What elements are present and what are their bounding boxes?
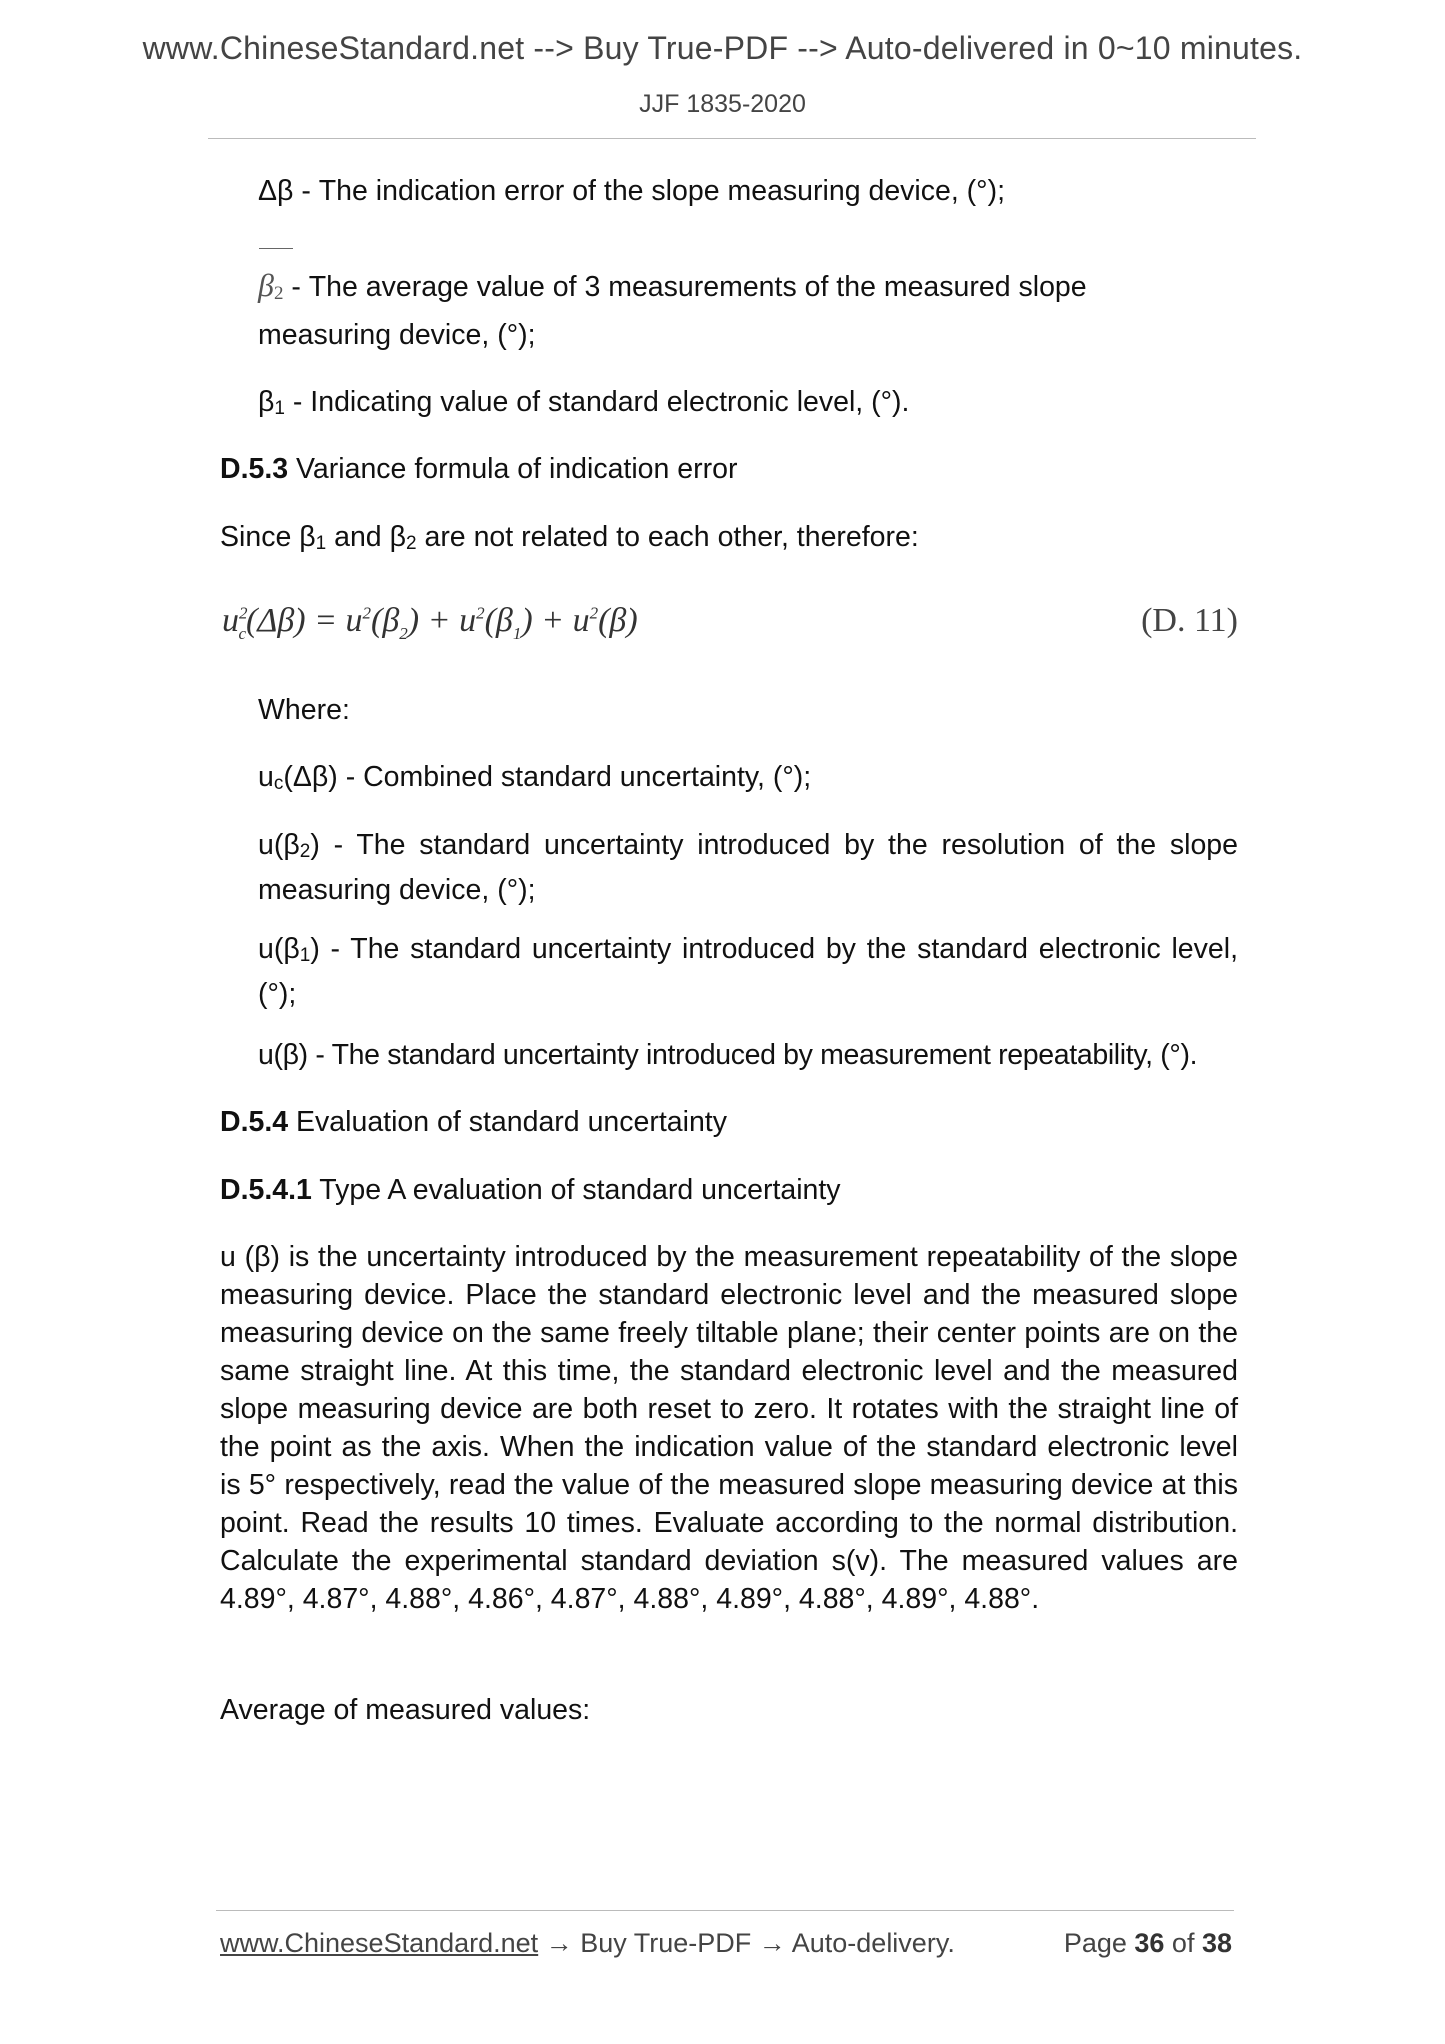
section-d53-title: Variance formula of indication error [288,453,738,485]
uc-subscript: c [273,773,284,794]
formula-equation-number: (D. 11) [1141,602,1238,639]
beta1-def-text: - Indicating value of standard electronic level, (°). [284,386,910,418]
type-a-paragraph: u (β) is the uncertainty introduced by the measurement repeatability of the slope measuring device. Place the standard electronic level and the measured slope measuring device on the same freely tiltable plane; their center points are on the same straight line. At this time, the standard electronic level and the measured slope measuring device are both reset to zero. It rotates with the straight line of the point as the axis. When the indication value of the standard electronic level is 5° respectively, read the value of the measured slope measuring device at this point. Read the results 10 times. Evaluate according to the normal distribution. Calculate the experimental standard deviation s(v). The measured values are 4.89°, 4.87°, 4.88°, 4.86°, 4.87°, 4.88°, 4.89°, 4.88°, 4.89°, 4.88°. [220,1241,1238,1615]
since-sub-1: 1 [315,533,327,554]
ubeta1-def-text: ) - The standard uncertainty introduced by the standard electronic level, (°); [258,933,1238,1010]
where-label: Where: [258,694,350,726]
page-total: 38 [1201,1928,1232,1958]
ubeta2-symbol: u(β [258,829,300,861]
delta-beta-definition: Δβ - The indication error of the slope measuring device, (°); [258,175,1005,207]
header-divider [208,138,1256,139]
footer [220,1928,1232,1959]
ubeta1-symbol: u(β [258,933,300,965]
document-id: JJF 1835-2020 [639,90,806,118]
section-d54-number: D.5.4 [220,1106,289,1138]
ubeta1-subscript: 1 [299,945,311,966]
ubeta1-definition [258,930,1238,1013]
beta1-symbol: β [258,386,275,418]
since-text-3: are not related to each other, therefore: [416,521,919,553]
page-indicator [1064,1928,1232,1959]
beta2-symbol: β [258,267,274,303]
page-label: Page [1063,1928,1135,1958]
beta2-def-line1: - The average value of 3 measurements of the measured slope [283,271,1087,303]
ubeta2-definition [258,826,1238,909]
beta1-definition [258,383,1238,428]
since-text-1: Since β [220,521,316,553]
since-sub-2: 2 [405,533,417,554]
beta2-overbar [259,248,293,249]
beta2-definition [258,266,1238,313]
section-d54-title: Evaluation of standard uncertainty [288,1106,727,1138]
footer-link[interactable]: www.ChineseStandard.net [220,1928,539,1958]
uc-symbol: u [258,761,274,793]
section-d53-number: D.5.3 [220,453,289,485]
ubeta-definition: u(β) - The standard uncertainty introduced by measurement repeatability, (°). [258,1039,1198,1071]
section-d54-heading [220,1103,1240,1141]
footer-divider [216,1910,1234,1911]
uc-def-text: (Δβ) - Combined standard uncertainty, (°); [283,761,812,793]
formula-expression: $u^2_c(\Delta\beta) = u^2(\beta_2) + u^2(\beta_1) + u^2(\beta)$ [222,602,638,643]
header-banner: www.ChineseStandard.net --> Buy True-PDF --> Auto-delivered in 0~10 minutes. [142,30,1303,66]
formula-d11 [222,602,1238,656]
beta2-def-line2: measuring device, (°); [258,319,536,351]
average-label: Average of measured values: [220,1694,591,1726]
page-number: 36 [1134,1928,1165,1958]
beta1-subscript: 1 [274,398,285,419]
uc-definition [258,758,1238,803]
section-d541-heading [220,1171,1240,1209]
section-d541-number: D.5.4.1 [220,1174,312,1206]
beta2-subscript: 2 [273,283,284,304]
page-of-label: of [1164,1928,1202,1958]
section-d53-heading [220,450,1240,488]
footer-tail: → Buy True-PDF → Auto-delivery. [538,1928,955,1958]
section-d541-title: Type A evaluation of standard uncertainty [311,1174,841,1206]
ubeta2-subscript: 2 [299,841,311,862]
since-text-2: and β [326,521,406,553]
since-sentence [220,518,1240,563]
ubeta2-def-text: ) - The standard uncertainty introduced by the resolution of the slope measuring device, (°); [258,829,1238,906]
